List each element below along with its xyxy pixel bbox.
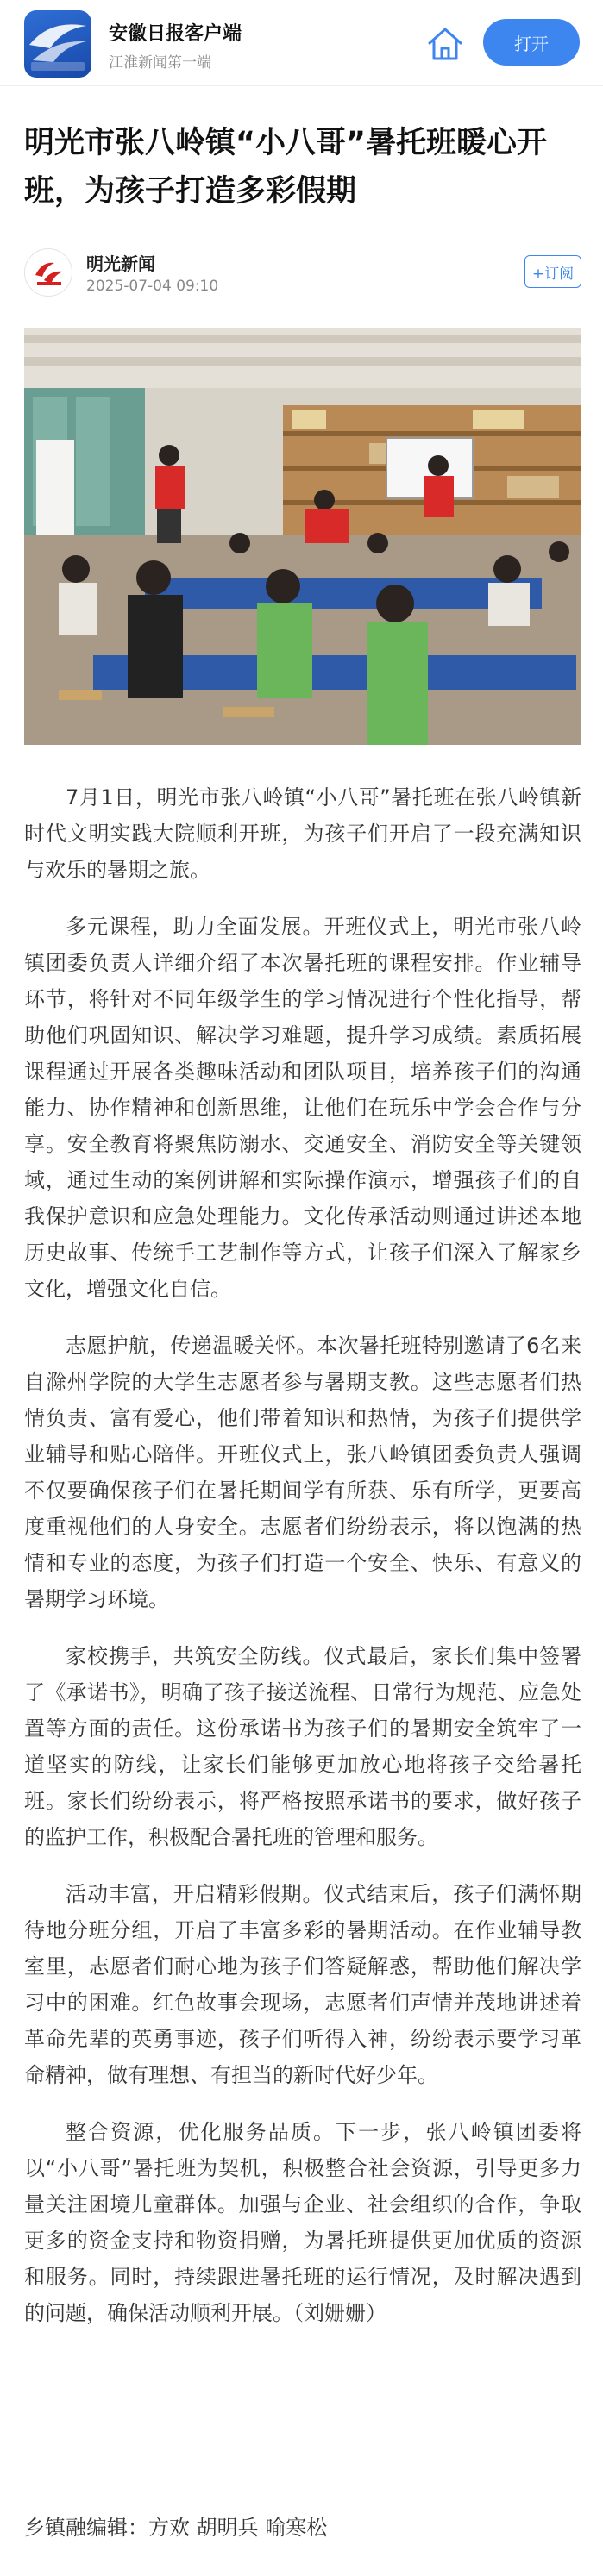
home-icon[interactable] [426, 26, 464, 62]
article-paragraph: 志愿护航，传递温暖关怀。本次暑托班特别邀请了6名来自滁州学院的大学生志愿者参与暑期支教。这些志愿者们热情负责、富有爱心，他们带着知识和热情，为孩子们提供学业辅导和贴心陪伴。开班仪式上，张八岭镇团委负责人强调不仅要确保孩子们在暑托期间学有所获、乐有所学，更要高度重视他们的人身安全。志愿者们纷纷表示，将以饱满的热情和专业的态度，为孩子们打造一个安全、快乐、有意义的暑期学习环境。 [24, 1334, 581, 1611]
article-body [24, 779, 581, 2352]
subscribe-button[interactable]: +订阅 [524, 255, 581, 288]
source-name[interactable]: 明光新闻 [86, 253, 155, 274]
anhui-daily-logo-icon[interactable] [24, 10, 91, 78]
article-paragraph: 7月1日，明光市张八岭镇“小八哥”暑托班在张八岭镇新时代文明实践大院顺利开班，为孩子们开启了一段充满知识与欢乐的暑期之旅。 [24, 785, 581, 882]
article-paragraph: 活动丰富，开启精彩假期。仪式结束后，孩子们满怀期待地分班分组，开启了丰富多彩的暑期活动。在作业辅导教室里，志愿者们耐心地为孩子们答疑解惑，帮助他们解决学习中的困难。红色故事会现场，志愿者们声情并茂地讲述着革命先辈的英勇事迹，孩子们听得入神，纷纷表示要学习革命精神，做有理想、有担当的新时代好少年。 [24, 1882, 581, 2087]
article-photo[interactable] [24, 328, 581, 745]
article-paragraph: 整合资源，优化服务品质。下一步，张八岭镇团委将以“小八哥”暑托班为契机，积极整合社会资源，引导更多力量关注困境儿童群体。加强与企业、社会组织的合作，争取更多的资金支持和物资捐赠，为暑托班提供更加优质的资源和服务。同时，持续跟进暑托班的运行情况，及时解决遇到的问题，确保活动顺利开展。（刘姗姗） [24, 2120, 581, 2325]
app-header [0, 0, 603, 86]
app-slogan: 江淮新闻第一端 [109, 54, 211, 72]
open-app-button[interactable]: 打开 [483, 19, 580, 66]
article-title: 明光市张八岭镇“小八哥”暑托班暖心开班，为孩子打造多彩假期 [24, 126, 548, 209]
article-paragraph: 多元课程，助力全面发展。开班仪式上，明光市张八岭镇团委负责人详细介绍了本次暑托班的课程安排。作业辅导环节，将针对不同年级学生的学习情况进行个性化指导，帮助他们巩固知识、解决学习难题，提升学习成绩。素质拓展课程通过开展各类趣味活动和团队项目，培养孩子们的沟通能力、协作精神和创新思维，让他们在玩乐中学会合作与分享。安全教育将聚焦防溺水、交通安全、消防安全等关键领域，通过生动的案例讲解和实际操作演示，增强孩子们的自我保护意识和应急处理能力。文化传承活动则通过讲述本地历史故事、传统手工艺制作等方式，让孩子们深入了解家乡文化，增强文化自信。 [24, 915, 581, 1301]
publish-time: 2025-07-04 09:10 [86, 278, 219, 295]
editor-credit: 乡镇融编辑：方欢 胡明兵 喻寒松 [24, 2516, 328, 2540]
source-logo-icon[interactable] [24, 248, 72, 297]
app-name: 安徽日报客户端 [109, 23, 242, 45]
article-paragraph: 家校携手，共筑安全防线。仪式最后，家长们集中签署了《承诺书》，明确了孩子接送流程、日常行为规范、应急处置等方面的责任。这份承诺书为孩子们的暑期安全筑牢了一道坚实的防线，让家长们能够更加放心地将孩子交给暑托班。家长们纷纷表示，将严格按照承诺书的要求，做好孩子的监护工作，积极配合暑托班的管理和服务。 [24, 1644, 581, 1849]
